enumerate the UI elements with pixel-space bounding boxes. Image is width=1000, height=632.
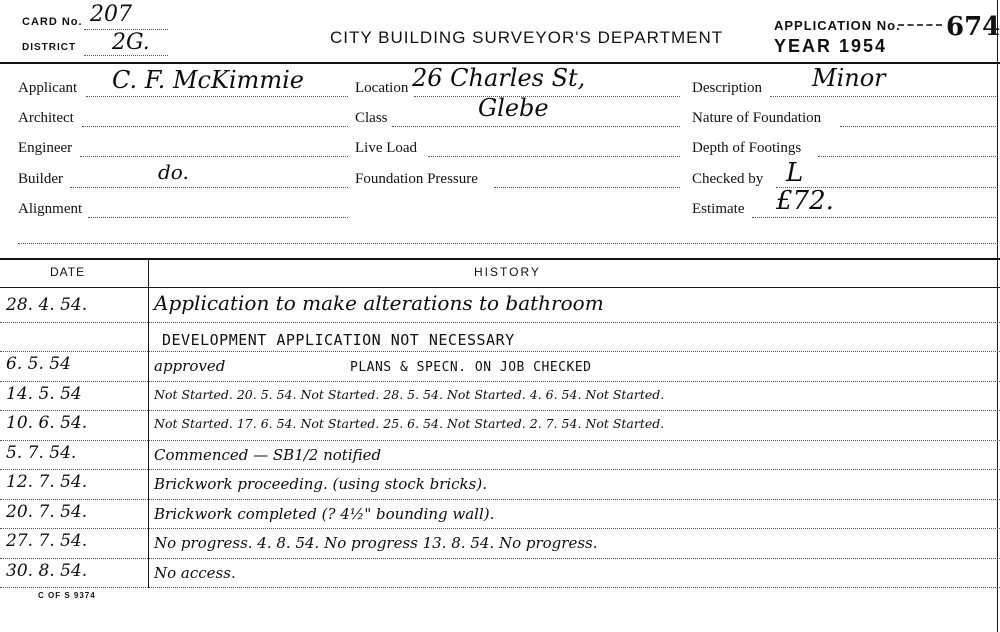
class-dots bbox=[392, 126, 680, 127]
date-header: DATE bbox=[50, 265, 86, 279]
location-label: Location bbox=[355, 80, 409, 96]
card-no-label: CARD No. bbox=[22, 16, 83, 28]
live-load-label: Live Load bbox=[355, 140, 418, 156]
applicant-value: C. F. McKimmie bbox=[112, 66, 304, 94]
class-value: Glebe bbox=[478, 94, 549, 122]
district-value: 2G. bbox=[112, 30, 150, 55]
history-date: 14. 5. 54 bbox=[6, 383, 82, 404]
history-date: 5. 7. 54. bbox=[6, 442, 77, 463]
application-no-label: APPLICATION No. bbox=[774, 18, 901, 33]
builder-label: Builder bbox=[18, 171, 63, 187]
alignment-dots bbox=[88, 217, 348, 218]
depth-of-footings-dots bbox=[818, 156, 996, 157]
history-handwritten-entry: Application to make alterations to bathroom bbox=[154, 291, 604, 315]
year-label: YEAR 1954 bbox=[774, 36, 888, 56]
estimate-value: £72. bbox=[776, 186, 834, 216]
history-date: 27. 7. 54. bbox=[6, 531, 88, 551]
class-label: Class bbox=[355, 110, 388, 126]
history-handwritten-entry: No progress. 4. 8. 54. No progress 13. 8. 54. No progress. bbox=[154, 534, 598, 552]
engineer-label: Engineer bbox=[18, 140, 73, 156]
depth-of-footings-label: Depth of Footings bbox=[692, 140, 802, 156]
history-handwritten-entry: Not Started. 20. 5. 54. Not Started. 28. 5. 54. Not Started. 4. 6. 54. Not Started. bbox=[154, 386, 665, 402]
location-value: 26 Charles St, bbox=[412, 64, 586, 92]
history-date: 20. 7. 54. bbox=[6, 501, 88, 522]
nature-of-foundation-dots bbox=[840, 126, 996, 127]
history-handwritten-entry: Brickwork proceeding. (using stock bricks). bbox=[154, 475, 487, 493]
card-history-top-rule bbox=[0, 258, 1000, 260]
estimate-dots bbox=[752, 217, 996, 218]
department-title: CITY BUILDING SURVEYOR'S DEPARTMENT bbox=[330, 28, 724, 47]
district-dots bbox=[84, 55, 168, 56]
history-row bbox=[0, 470, 1000, 500]
foundation-pressure-dots bbox=[494, 187, 680, 188]
live-load-dots bbox=[428, 156, 680, 157]
checked-by-label: Checked by bbox=[692, 171, 764, 187]
application-no-value: 674 bbox=[946, 12, 1000, 42]
alignment-label: Alignment bbox=[18, 201, 83, 217]
history-handwritten-entry: Commenced — SB1/2 notified bbox=[154, 445, 382, 464]
checked-by-value: L bbox=[786, 158, 804, 188]
history-row bbox=[0, 529, 1000, 559]
history-header: HISTORY bbox=[474, 265, 541, 279]
history-row bbox=[0, 323, 1000, 353]
history-date: 6. 5. 54 bbox=[6, 354, 71, 374]
engineer-dots bbox=[80, 156, 348, 157]
history-stamped-entry: DEVELOPMENT APPLICATION NOT NECESSARY bbox=[162, 330, 515, 349]
architect-dots bbox=[82, 126, 348, 127]
history-handwritten-entry: No access. bbox=[154, 563, 236, 582]
form-code: C OF S 9374 bbox=[38, 591, 96, 600]
foundation-pressure-label: Foundation Pressure bbox=[355, 171, 478, 187]
history-date: 30. 8. 54. bbox=[6, 560, 88, 581]
application-no-dots bbox=[898, 24, 942, 26]
builder-value: do. bbox=[158, 160, 189, 184]
history-row bbox=[0, 441, 1000, 471]
description-value: Minor bbox=[812, 64, 886, 92]
history-row bbox=[0, 352, 1000, 382]
estimate-label: Estimate bbox=[692, 201, 745, 217]
architect-label: Architect bbox=[18, 110, 74, 126]
history-date: 28. 4. 54. bbox=[6, 295, 88, 315]
history-row bbox=[0, 411, 1000, 441]
fields-bottom-dots bbox=[18, 243, 996, 244]
district-label: DISTRICT bbox=[22, 42, 77, 53]
applicant-label: Applicant bbox=[18, 80, 78, 96]
history-date: 12. 7. 54. bbox=[6, 472, 88, 492]
history-row bbox=[0, 293, 1000, 323]
description-label: Description bbox=[692, 80, 762, 96]
history-row bbox=[0, 500, 1000, 530]
history-handwritten-entry: Brickwork completed (? 4½" bounding wall). bbox=[154, 504, 495, 523]
card-no-value: 207 bbox=[90, 2, 132, 27]
history-row bbox=[0, 382, 1000, 412]
builder-dots bbox=[70, 187, 348, 188]
applicant-dots bbox=[86, 96, 348, 97]
history-date: 10. 6. 54. bbox=[6, 413, 88, 433]
nature-of-foundation-label: Nature of Foundation bbox=[692, 110, 822, 126]
description-dots bbox=[770, 96, 996, 97]
history-row bbox=[0, 559, 1000, 589]
history-handwritten-entry: approved bbox=[154, 357, 226, 375]
history-header-rule bbox=[0, 287, 1000, 288]
history-row-rule bbox=[0, 587, 1000, 588]
history-handwritten-entry: Not Started. 17. 6. 54. Not Started. 25. 6. 54. Not Started. 2. 7. 54. Not Started. bbox=[154, 416, 665, 431]
history-stamped-entry: PLANS & SPECN. ON JOB CHECKED bbox=[350, 360, 592, 375]
